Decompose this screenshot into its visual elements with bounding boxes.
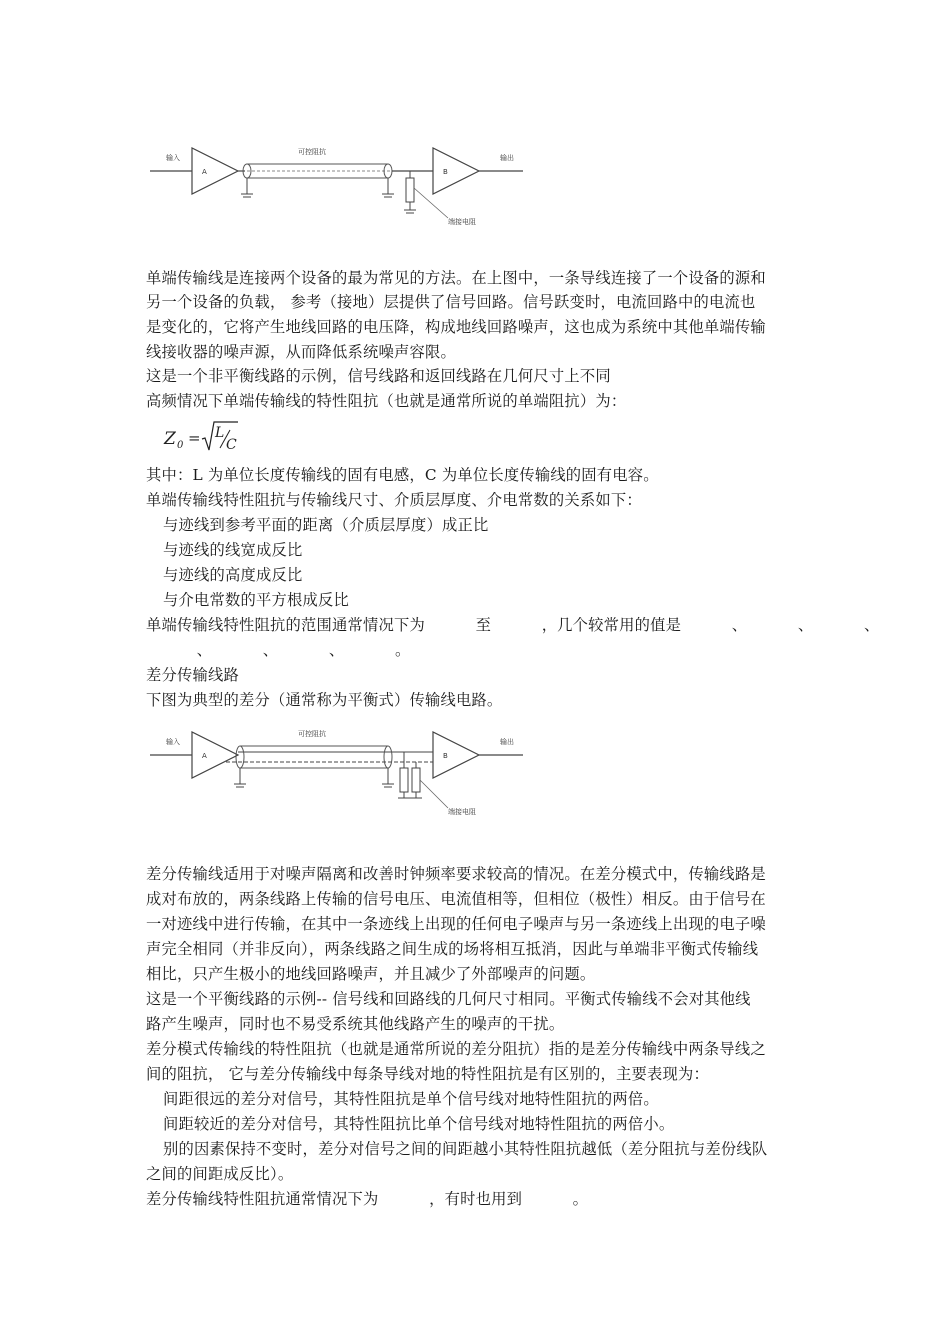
- diff-amplifier-b-shape: [433, 732, 479, 778]
- diff-point-1: 间距很远的差分对信号，其特性阻抗是单个信号线对地特性阻抗的两倍。: [163, 1090, 659, 1108]
- differential-circuit-diagram: [148, 722, 528, 820]
- single-ended-circuit-diagram: [148, 138, 528, 230]
- paragraph-1-line-2: 另一个设备的负载， 参考（接地）层提供了信号回路。信号跃变时，电流回路中的电流也: [146, 293, 756, 311]
- impedance-formula: [158, 418, 248, 460]
- formula-denominator: C: [226, 437, 237, 453]
- formula-equals: =: [188, 429, 201, 447]
- fig1-input-label: 输入: [166, 154, 180, 162]
- fig2-cable-label: 可控阻抗: [298, 730, 326, 738]
- high-frequency-impedance-line: 高频情况下单端传输线的特性阻抗（也就是通常所说的单端阻抗）为：: [146, 392, 627, 410]
- fig2-amp-b-label: B: [443, 752, 448, 760]
- paragraph-2-line-2: 成对布放的，两条线路上传输的信号电压、电流值相等，但相位（极性）相反。由于信号在: [146, 890, 766, 908]
- diff-point-2: 间距较近的差分对信号，其特性阻抗比单个信号线对地特性阻抗的两倍小。: [163, 1115, 675, 1133]
- amplifier-b-shape: [433, 148, 479, 194]
- fig2-amp-a-label: A: [202, 752, 207, 760]
- differential-intro: 下图为典型的差分（通常称为平衡式）传输线电路。: [146, 691, 503, 709]
- fig1-resistor-label: 端接电阻: [448, 218, 476, 226]
- impedance-range-line-2: 、 、 、 。: [146, 641, 411, 659]
- fig1-output-label: 输出: [500, 154, 514, 162]
- paragraph-4-line-2: 间的阻抗， 它与差分传输线中每条导线对地的特性阻抗是有区别的，主要表现为：: [146, 1065, 709, 1083]
- fig2-resistor-label: 端接电阻: [448, 808, 476, 816]
- paragraph-1-line-4: 线接收器的噪声源，从而降低系统噪声容限。: [146, 343, 456, 361]
- impedance-range-line-1: 单端传输线特性阻抗的范围通常情况下为 至 ，几个较常用的值是 、 、 、: [146, 616, 880, 634]
- paragraph-5-line-2: 之间的间距成反比）。: [146, 1165, 294, 1183]
- paragraph-2-line-5: 相比，只产生极小的地线回路噪声，并且减少了外部噪声的问题。: [146, 965, 596, 983]
- paragraph-5-line-1: 别的因素保持不变时，差分对信号之间的间距越小其特性阻抗越低（差分阻抗与差份线队: [163, 1140, 768, 1158]
- fig1-amp-b-label: B: [443, 168, 448, 176]
- termination-resistor-shape: [406, 178, 414, 202]
- fig2-input-label: 输入: [166, 738, 180, 746]
- differential-range-line: 差分传输线特性阻抗通常情况下为 ，有时也用到 。: [146, 1190, 589, 1208]
- formula-z: Z: [164, 429, 176, 449]
- impedance-relation-intro: 单端传输线特性阻抗与传输线尺寸、介质层厚度、介电常数的关系如下：: [146, 491, 642, 509]
- paragraph-3-line-2: 路产生噪声，同时也不易受系统其他线路产生的噪声的干扰。: [146, 1015, 565, 1033]
- fig1-cable-label: 可控阻抗: [298, 148, 326, 156]
- fig1-amp-a-label: A: [202, 168, 207, 176]
- relation-item-1: 与迹线到参考平面的距离（介质层厚度）成正比: [163, 516, 489, 534]
- diff-amplifier-a-shape: [192, 732, 238, 778]
- fig2-output-label: 输出: [500, 738, 514, 746]
- formula-numerator: L: [215, 425, 225, 441]
- unbalanced-line-note: 这是一个非平衡线路的示例，信号线路和返回线路在几何尺寸上不同: [146, 367, 611, 385]
- diff-termination-resistor-shape: [412, 768, 420, 792]
- relation-item-2: 与迹线的线宽成反比: [163, 541, 303, 559]
- paragraph-3-line-1: 这是一个平衡线路的示例-- 信号线和回路线的几何尺寸相同。平衡式传输线不会对其他线: [146, 990, 751, 1008]
- formula-explanation: 其中：L 为单位长度传输线的固有电感，C 为单位长度传输线的固有电容。: [146, 466, 659, 484]
- paragraph-4-line-1: 差分模式传输线的特性阻抗（也就是通常所说的差分阻抗）指的是差分传输线中两条导线之: [146, 1040, 766, 1058]
- paragraph-2-line-4: 声完全相同（并非反向），两条线路之间生成的场将相互抵消，因此与单端非平衡式传输线: [146, 940, 759, 958]
- relation-item-3: 与迹线的高度成反比: [163, 566, 303, 584]
- differential-heading: 差分传输线路: [146, 666, 239, 684]
- paragraph-2-line-3: 一对迹线中进行传输，在其中一条迹线上出现的任何电子噪声与另一条迹线上出现的电子噪: [146, 915, 766, 933]
- paragraph-2-line-1: 差分传输线适用于对噪声隔离和改善时钟频率要求较高的情况。在差分模式中，传输线路是: [146, 865, 766, 883]
- relation-item-4: 与介电常数的平方根成反比: [163, 591, 349, 609]
- paragraph-1-line-3: 是变化的，它将产生地线回路的电压降，构成地线回路噪声，这也成为系统中其他单端传输: [146, 318, 766, 336]
- formula-subscript: 0: [177, 440, 184, 451]
- paragraph-1-line-1: 单端传输线是连接两个设备的最为常见的方法。在上图中，一条导线连接了一个设备的源和: [146, 269, 766, 287]
- amplifier-a-shape: [192, 148, 238, 194]
